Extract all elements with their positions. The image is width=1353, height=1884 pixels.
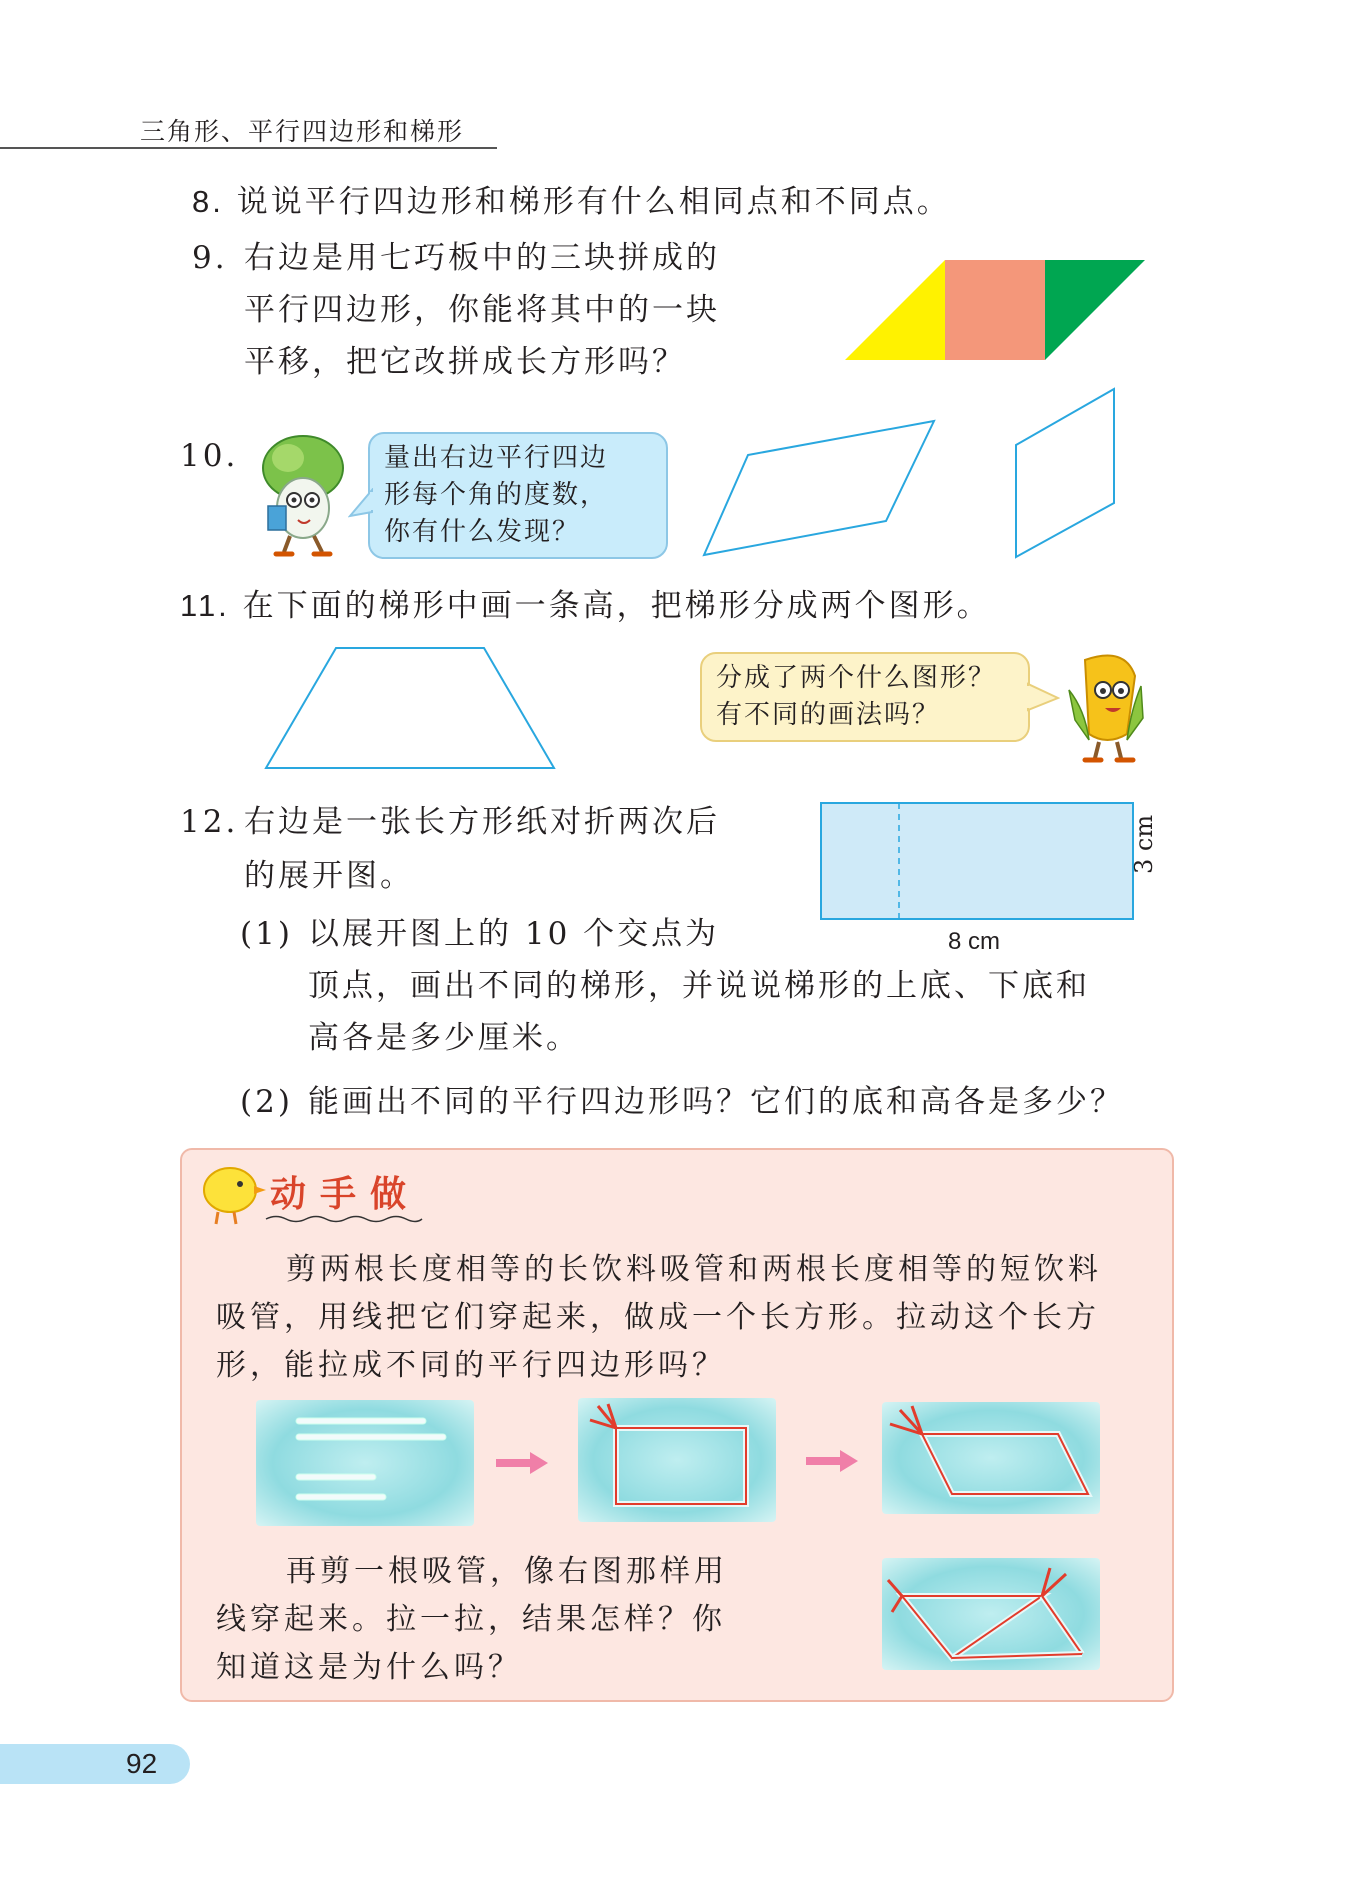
- question-12-part-1-line-3: 高各是多少厘米。: [308, 1020, 580, 1056]
- parallelogram-wide: [700, 415, 940, 565]
- tangram-square: [945, 260, 1045, 360]
- question-11-text: 在下面的梯形中画一条高，把梯形分成两个图形。: [242, 588, 991, 624]
- question-12-part-1-line-2: 顶点，画出不同的梯形，并说说梯形的上底、下底和: [308, 968, 1090, 1004]
- question-12-part-1-label: (1): [240, 916, 293, 952]
- chapter-title: 三角形、平行四边形和梯形: [140, 117, 465, 146]
- activity-title: 动手做: [270, 1174, 421, 1215]
- triangle-straw-photo: [882, 1558, 1100, 1670]
- tangram-yellow-triangle: [845, 260, 945, 360]
- activity-para-2-line-1: 再剪一根吸管，像右图那样用: [286, 1554, 728, 1589]
- question-9-line-1: 右边是用七巧板中的三块拼成的: [244, 240, 720, 276]
- question-11: [180, 580, 991, 632]
- question-8-text: 说说平行四边形和梯形有什么相同点和不同点。: [236, 184, 951, 220]
- question-12-part-1-line-1: 以展开图上的 10 个交点为: [308, 916, 720, 952]
- arrow-right-icon: [804, 1448, 860, 1474]
- straws-photo: [256, 1400, 474, 1526]
- activity-para-2-line-2: 线穿起来。拉一拉，结果怎样？你: [216, 1602, 726, 1637]
- activity-para-1-line-1: 剪两根长度相等的长饮料吸管和两根长度相等的短饮料: [286, 1252, 1102, 1287]
- question-9-line-2: 平行四边形，你能将其中的一块: [244, 292, 720, 328]
- activity-para-1-line-3: 形，能拉成不同的平行四边形吗？: [216, 1348, 726, 1383]
- question-12-line-1: 右边是一张长方形纸对折两次后: [244, 804, 720, 840]
- speech-bubble-cabbage: [368, 432, 668, 559]
- straws-drawing: [256, 1400, 474, 1526]
- question-12-part-2-text: 能画出不同的平行四边形吗？它们的底和高各是多少？: [308, 1084, 1124, 1120]
- arrow-right-icon: [494, 1450, 550, 1476]
- cabbage-mascot-icon: [248, 428, 358, 558]
- question-8: [192, 176, 951, 228]
- page-number-tab: [0, 1744, 190, 1784]
- unfolded-paper-diagram: [818, 800, 1138, 924]
- parallelogram-straw-photo: [882, 1402, 1100, 1514]
- question-9-number: 9.: [192, 240, 228, 276]
- question-11-number: 11.: [180, 588, 230, 623]
- height-label: 3 cm: [1130, 814, 1158, 874]
- rectangle-straw-photo: [578, 1398, 776, 1522]
- question-8-number: 8.: [192, 184, 224, 219]
- triangle-straw-drawing: [882, 1558, 1100, 1670]
- activity-para-1-line-2: 吸管，用线把它们穿起来，做成一个长方形。拉动这个长方: [216, 1300, 1100, 1335]
- chick-icon: [198, 1158, 270, 1228]
- question-12-number: 12.: [180, 804, 239, 840]
- parallelogram-tall: [1010, 385, 1120, 565]
- question-12-part-2-label: (2): [240, 1084, 293, 1120]
- activity-para-2-line-3: 知道这是为什么吗？: [216, 1650, 522, 1685]
- question-10-number: 10.: [180, 438, 239, 474]
- corn-mascot-icon: [1055, 650, 1150, 765]
- tangram-parallelogram: [840, 255, 1150, 365]
- width-label: 8 cm: [948, 928, 1001, 955]
- bubble-line-1: 分成了两个什么图形？: [716, 663, 997, 693]
- question-12-line-2: 的展开图。: [244, 858, 414, 894]
- bubble-line-2: 有不同的画法吗？: [716, 700, 941, 730]
- question-9-line-3: 平移，把它改拼成长方形吗？: [244, 344, 686, 380]
- speech-bubble-corn: [700, 652, 1030, 742]
- bubble-line-2: 形每个角的度数，: [384, 480, 609, 510]
- bubble-line-3: 你有什么发现？: [384, 517, 581, 547]
- trapezoid: [262, 644, 558, 772]
- bubble-line-1: 量出右边平行四边: [384, 443, 609, 473]
- tangram-green-triangle: [1045, 260, 1145, 360]
- page-number: 92: [126, 1748, 158, 1779]
- bubble-tail: [348, 488, 374, 518]
- header-rule: [0, 147, 497, 149]
- rectangle-straw-drawing: [578, 1398, 776, 1522]
- parallelogram-straw-drawing: [882, 1402, 1100, 1514]
- title-underline: [264, 1214, 424, 1224]
